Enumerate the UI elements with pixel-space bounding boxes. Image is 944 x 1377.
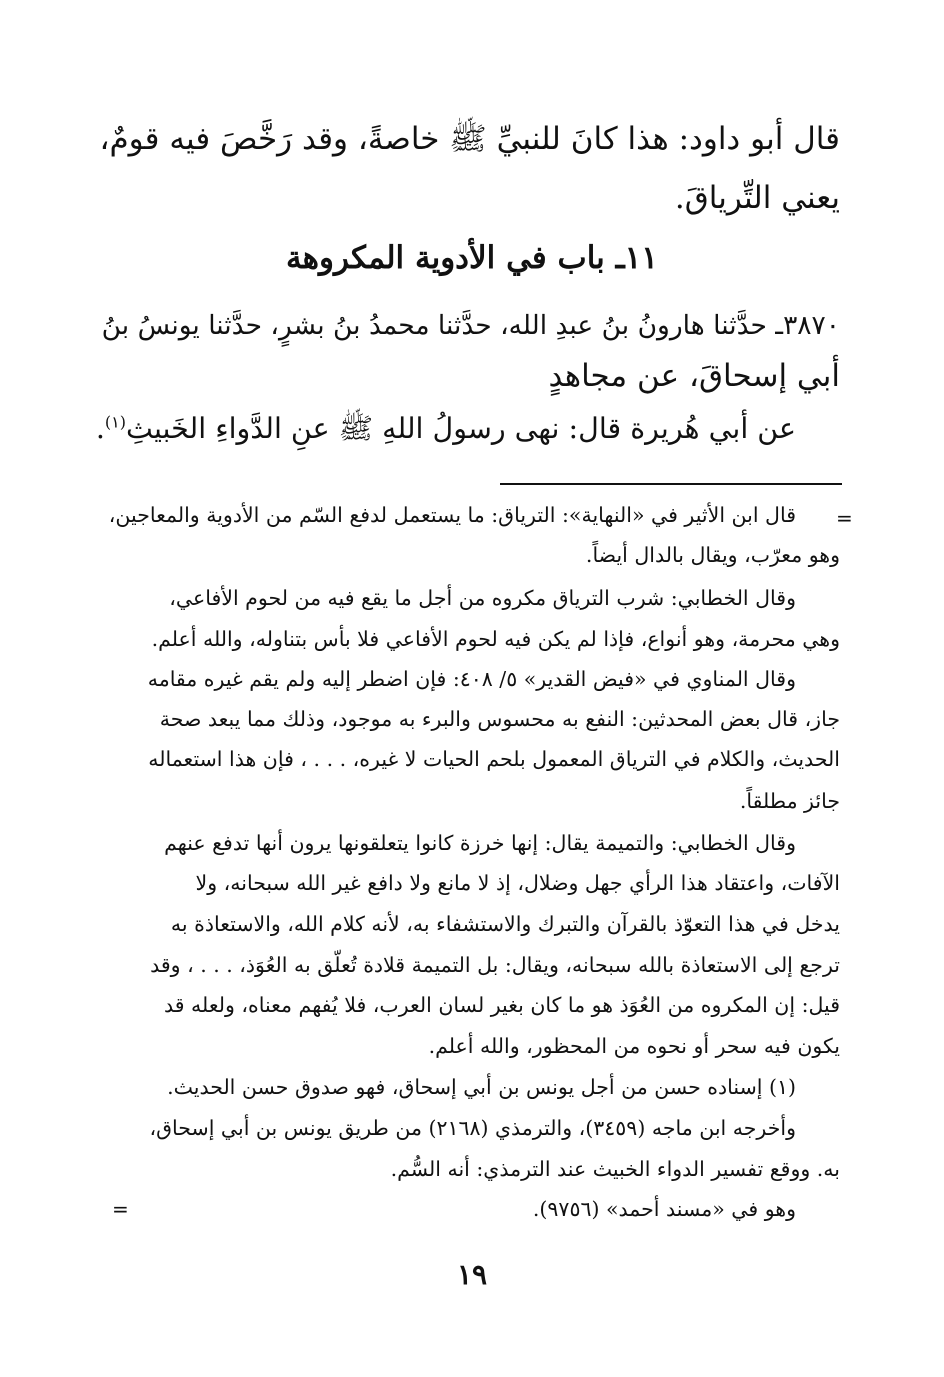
footnote-line: وقال الخطابي: والتميمة يقال: إنها خرزة كانوا يتعلقونها يرون أنها تدفع عنهم	[164, 831, 796, 855]
footnote-line: الحديث، والكلام في الترياق المعمول بلحم الحيات لا غيره، . . . ، فإن هذا استعماله	[148, 747, 840, 771]
footnote-line: وهي محرمة، وهو أنواع، فإذا لم يكن فيه لحوم الأفاعي فلا بأس بتناوله، والله أعلم.	[151, 627, 840, 651]
footnote-line: وقال الخطابي: شرب الترياق مكروه من أجل ما يقع فيه من لحوم الأفاعي،	[169, 586, 796, 610]
footnote-line: الآفات، واعتقاد هذا الرأي جهل وضلال، إذ لا مانع ولا دافع غير الله سبحانه، ولا	[195, 871, 840, 895]
footnote-line: وقال المناوي في «فيض القدير» ٥/ ٤٠٨: فإن اضطر إليه ولم يقم غيره مقامه	[147, 667, 796, 691]
hadith-isnad-line-1: ٣٨٧٠ـ حدَّثنا هارونُ بنُ عبدِ الله، حدَّثنا محمدُ بنُ بشرٍ، حدَّثنا يونسُ بنُ	[101, 310, 840, 341]
footnote-line: به. ووقع تفسير الدواء الخبيث عند الترمذي: أنه السُّم.	[390, 1157, 840, 1181]
footnote-line: وأخرجه ابن ماجه (٣٤٥٩)، والترمذي (٢١٦٨) من طريق يونس بن أبي إسحاق،	[149, 1116, 796, 1140]
hadith-matn-end: .	[95, 412, 105, 445]
continuation-mark-bottom: =	[112, 1197, 129, 1221]
footnote-line: جائز مطلقاً.	[739, 789, 840, 813]
footnote-line: يكون فيه سحر أو نحوه من المحظور، والله أعلم.	[428, 1034, 840, 1058]
footnote-line: قيل: إن المكروه من العُوَذ هو ما كان بغير لسان العرب، فلا يُفهم معناه، ولعله قد	[163, 993, 840, 1017]
hadith-isnad-line-2: أبي إسحاقَ، عن مجاهدٍ	[548, 358, 840, 394]
footnote-line: وهو في «مسند أحمد» (٩٧٥٦).	[532, 1197, 796, 1221]
chapter-heading: ١١ـ باب في الأدوية المكروهة	[286, 240, 658, 276]
continuation-mark-top: =	[836, 506, 853, 530]
footnote-marker: (١)	[104, 412, 126, 432]
hadith-matn-text: عن أبي هُريرة قال: نهى رسولُ اللهِ ﷺ عنِ الدَّواءِ الخَبيثِ	[125, 412, 796, 445]
page-number: ١٩	[456, 1258, 488, 1291]
footnote-line: وهو معرّب، ويقال بالدال أيضاً.	[585, 543, 840, 567]
hadith-matn-line	[96, 412, 796, 453]
footnote-line: يدخل في هذا التعوّذ بالقرآن والتبرك والاستشفاء به، لأنه كلام الله، والاستعاذة به	[170, 912, 840, 936]
intro-line-1: قال أبو داود: هذا كانَ للنبيِّ ﷺ خاصةً، وقد رَخَّصَ فيه قومٌ،	[99, 121, 840, 157]
footnote-separator	[500, 483, 842, 485]
footnote-line: جاز، قال بعض المحدثين: النفع به محسوس والبرء به موجود، وذلك مما يبعد صحة	[159, 707, 840, 731]
footnote-line: ترجع إلى الاستعاذة بالله سبحانه، ويقال: بل التميمة قلادة تُعلّق به العُوَذ، . . . ، وقد	[150, 953, 840, 977]
footnote-line: قال ابن الأثير في «النهاية»: الترياق: ما يستعمل لدفع السّم من الأدوية والمعاجين،	[108, 503, 796, 527]
footnote-line: (١) إسناده حسن من أجل يونس بن أبي إسحاق، فهو صدوق حسن الحديث.	[167, 1075, 796, 1099]
intro-line-2: يعني التِّرياقَ.	[674, 180, 840, 216]
